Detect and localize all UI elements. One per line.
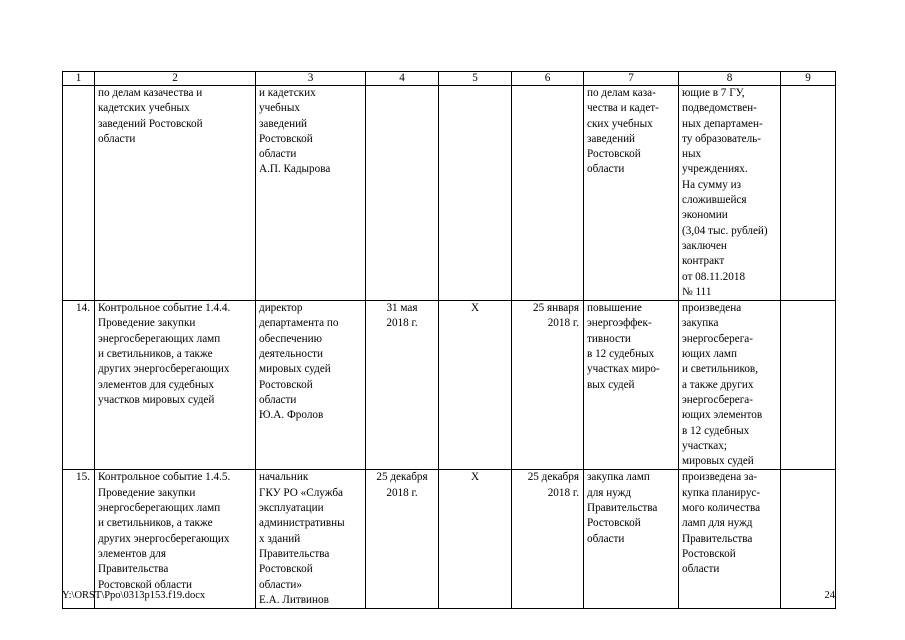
planned-date-cell: 25 декабря 2018 г. xyxy=(366,470,439,609)
actual-date-cell xyxy=(512,86,584,301)
column-5-cell: Х xyxy=(439,470,512,609)
table-row xyxy=(63,470,836,609)
result-cell: по делам каза- чества и кадет- ских учебных заведений Ростовской области xyxy=(584,86,679,301)
column-9-cell xyxy=(781,470,836,609)
header-row xyxy=(63,72,836,86)
header-cell: 9 xyxy=(781,72,836,86)
responsible-cell: и кадетских учебных заведений Ростовской области А.П. Кадырова xyxy=(256,86,366,301)
planned-date-cell: 31 мая 2018 г. xyxy=(366,301,439,470)
responsible-cell: начальник ГКУ РО «Служба эксплуатации административны х зданий Правительства Ростовской области» Е.А. Литвинов xyxy=(256,470,366,609)
column-5-cell xyxy=(439,86,512,301)
header-cell: 4 xyxy=(366,72,439,86)
header-cell: 5 xyxy=(439,72,512,86)
responsible-cell: директор департамента по обеспечению деятельности мировых судей Ростовской области Ю.А. Фролов xyxy=(256,301,366,470)
actual-date-cell: 25 декабря 2018 г. xyxy=(512,470,584,609)
result-cell: повышение энергоэффек- тивности в 12 судебных участках миро- вых судей xyxy=(584,301,679,470)
row-number-cell: 15. xyxy=(63,470,95,609)
actual-date-cell: 25 января 2018 г. xyxy=(512,301,584,470)
note-cell: произведена за- купка планирус- мого количества ламп для нужд Правительства Ростовской области xyxy=(679,470,781,609)
planned-date-cell xyxy=(366,86,439,301)
page-number: 24 xyxy=(824,590,835,601)
event-cell: Контрольное событие 1.4.5. Проведение закупки энергосберегающих ламп и светильников, а также других энергосберегающих элементов для Правительства Ростовской области xyxy=(95,470,256,609)
table-row xyxy=(63,86,836,301)
column-5-cell: Х xyxy=(439,301,512,470)
report-table xyxy=(62,71,836,609)
event-cell: Контрольное событие 1.4.4. Проведение закупки энергосберегающих ламп и светильников, а также других энергосберегающих элементов для судебных участков мировых судей xyxy=(95,301,256,470)
header-cell: 8 xyxy=(679,72,781,86)
column-9-cell xyxy=(781,86,836,301)
row-number-cell: 14. xyxy=(63,301,95,470)
result-cell: закупка ламп для нужд Правительства Ростовской области xyxy=(584,470,679,609)
header-cell: 3 xyxy=(256,72,366,86)
header-cell: 7 xyxy=(584,72,679,86)
note-cell: ющие в 7 ГУ, подведомствен- ных департамен- ту образователь- ных учреждениях. На сумму из сложившейся экономии (3,04 тыс. рублей) заключен контракт от 08.11.2018 № 111 xyxy=(679,86,781,301)
note-cell: произведена закупка энергосберега- ющих ламп и светильников, а также других энергосберега- ющих элементов в 12 судебных участках; мировых судей xyxy=(679,301,781,470)
column-9-cell xyxy=(781,301,836,470)
event-cell: по делам казачества и кадетских учебных заведений Ростовской области xyxy=(95,86,256,301)
header-cell: 1 xyxy=(63,72,95,86)
footer-file-path: Y:\ORST\Ppo\0313p153.f19.docx xyxy=(62,590,206,601)
row-number-cell xyxy=(63,86,95,301)
header-cell: 2 xyxy=(95,72,256,86)
header-cell: 6 xyxy=(512,72,584,86)
table-row xyxy=(63,301,836,470)
